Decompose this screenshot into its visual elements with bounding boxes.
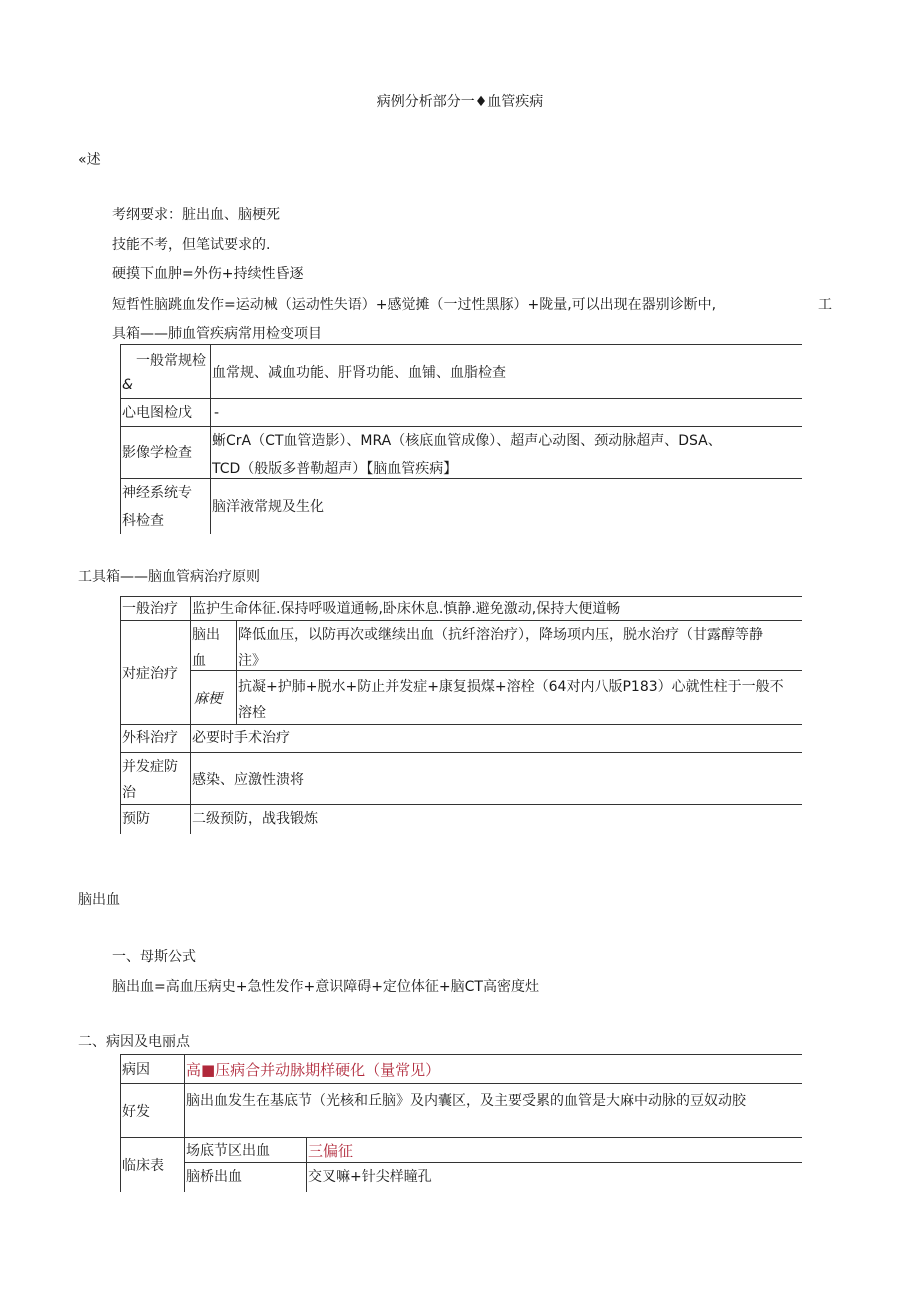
table-rule: [120, 596, 121, 834]
table-rule: [120, 620, 802, 621]
table-row-label: &: [122, 377, 133, 393]
formula-text: 脑出血=高血压病史+急性发作+意识障碍+定位体征+脑CT高密度灶: [112, 979, 539, 995]
table-row-value: TCD（般版多普勒超声）【脑血管疾病】: [212, 461, 458, 477]
site-value: 脑出血发生在基底节（光核和丘脑》及内囊区，及主要受累的血管是大麻中动脉的豆奴动胶: [186, 1093, 746, 1109]
page-title: 病例分析部分一♦血管疾病: [376, 94, 544, 110]
overview-line-1: 考纲要求：脏出血、脑梗死: [112, 207, 280, 223]
overview-line-3: 硬摸下血肿=外伤+持续性昏逐: [112, 266, 304, 282]
table-rule: [120, 426, 802, 427]
table-rule: [120, 596, 802, 597]
symptomatic-label: 对症治疗: [122, 666, 178, 682]
clinical-label: 临床表: [122, 1158, 164, 1174]
cause-value: 高■压病合并动脉期样硬化（量常见）: [186, 1061, 441, 1079]
complication-value: 感染、应激性溃将: [192, 772, 304, 788]
infarction-value: 抗凝+护肺+脱水+防止并发症+康复损煤+溶栓（64对内八版P183）心就性柱于一般不: [238, 679, 784, 695]
table-rule: [236, 620, 237, 724]
complication-label: 治: [122, 785, 136, 801]
prevention-value: 二级预防，战我锻炼: [192, 811, 318, 827]
toolbox1-title: 具箱——肺血管疾病常用检变项目: [112, 326, 322, 342]
table-rule: [190, 596, 191, 834]
table-row-label: 科检查: [122, 513, 164, 529]
complication-label: 并发症防: [122, 759, 178, 775]
table-rule: [120, 1054, 802, 1055]
table-row-value: -: [214, 405, 220, 421]
table-row-value: 蜥CrA（CT血管造影）、MRA（核底血管成像）、超声心动图、颈动脉超声、DSA、: [212, 433, 722, 449]
table-rule: [184, 1054, 185, 1192]
table-row-value: 血常规、减血功能、肝肾功能、血铺、血脂检查: [212, 365, 506, 381]
table-rule: [306, 1137, 307, 1192]
table-rule: [190, 670, 802, 671]
table-rule: [184, 1162, 802, 1163]
overview-line-2: 技能不考，但笔试要求的.: [112, 237, 271, 253]
table-row-label: 神经系统专: [122, 485, 192, 501]
cause-heading: 二、病因及电丽点: [78, 1034, 190, 1050]
formula-heading: 一、母斯公式: [112, 949, 196, 965]
surgical-label: 外科治疗: [122, 730, 178, 746]
table-rule: [120, 724, 802, 725]
table-rule: [120, 804, 802, 805]
clinical-sub-label: 场底节区出血: [186, 1143, 270, 1159]
infarction-label: 麻梗: [194, 691, 222, 707]
clinical-value: 交叉嘛+针尖样瞳孔: [308, 1169, 432, 1185]
section-heading: 脑出血: [78, 892, 120, 908]
table-rule: [120, 344, 802, 345]
table-rule: [210, 344, 211, 534]
general-treatment-value: 监护生命体征.保持呼吸道通畅,卧床休息.慎静.避免激动,保持大便道畅: [192, 601, 621, 617]
hemorrhage-value: 注》: [238, 653, 266, 669]
hemorrhage-value: 降低血压，以防再次或继续出血（抗纤溶治疗），降场项内压，脱水治疗（甘露醇等静: [238, 627, 763, 643]
table-row-value: 脑洋液常规及生化: [212, 499, 324, 515]
cause-label: 病因: [122, 1062, 150, 1078]
hemorrhage-label: 脑出: [192, 627, 220, 643]
overview-heading: «述: [78, 152, 101, 168]
table-rule: [120, 1083, 802, 1084]
toolbox2-title: 工具箱——脑血管病治疗原则: [78, 569, 260, 585]
prevention-label: 预防: [122, 811, 150, 827]
table-rule: [120, 752, 802, 753]
site-label: 好发: [122, 1104, 150, 1120]
clinical-value: 三偏征: [308, 1142, 354, 1160]
table-row-label: 一般常规检: [136, 353, 206, 369]
general-treatment-label: 一般治疗: [122, 601, 178, 617]
overview-line-4: 短哲性脑跳血发作=运动械（运动性失语）+感觉摊（一过性黑豚）+陇量,可以出现在器别诊断中,: [112, 297, 717, 313]
table-rule: [120, 344, 121, 534]
table-rule: [120, 398, 802, 399]
table-rule: [120, 1137, 802, 1138]
hemorrhage-label: 血: [192, 653, 206, 669]
table-row-label: 影像学检查: [122, 445, 192, 461]
table-rule: [120, 1054, 121, 1192]
clinical-sub-label: 脑桥出血: [186, 1169, 242, 1185]
table-row-label: 心电图检戊: [122, 405, 192, 421]
surgical-value: 必要时手术治疗: [192, 730, 290, 746]
infarction-value: 溶栓: [238, 705, 266, 721]
overview-line-4-end: 工: [818, 297, 832, 313]
